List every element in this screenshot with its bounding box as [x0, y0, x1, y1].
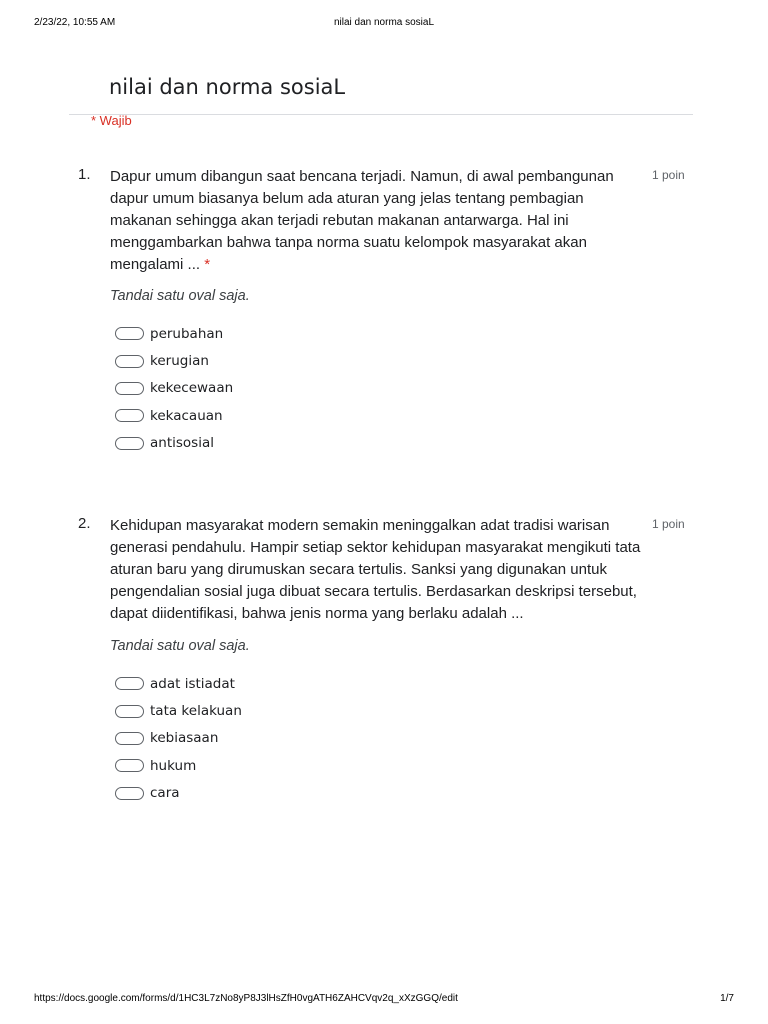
option-label: tata kelakuan — [150, 703, 242, 720]
required-asterisk: * — [204, 256, 211, 273]
option-cara[interactable] — [115, 780, 242, 807]
option-kerugian[interactable] — [115, 347, 233, 374]
option-label: antisosial — [150, 435, 214, 452]
question-instruction: Tandai satu oval saja. — [110, 288, 250, 304]
option-tata-kelakuan[interactable] — [115, 697, 242, 724]
option-label: kebiasaan — [150, 730, 219, 747]
option-label: adat istiadat — [150, 675, 235, 692]
question-text-body: Dapur umum dibangun saat bencana terjadi. Namun, di awal pembangunan dapur umum biasanya belum ada aturan yang jelas tentang pembagian makanan sehingga akan terjadi rebutan makanan antarwarga. Hal ini menggambarkan bahwa tanpa norma suatu kelompok masyarakat akan mengalami ... — [110, 168, 614, 273]
question-text-body: Kehidupan masyarakat modern semakin meninggalkan adat tradisi warisan generasi pendahulu. Hampir setiap sektor kehidupan masyarakat mengikuti tata aturan baru yang dirumuskan secara tertulis. Sanksi yang digunakan untuk pengendalian sosial juga dibuat secara tertulis. Berdasarkan deskripsi tersebut, dapat diidentifikasi, bahwa jenis norma yang berlaku adalah ... — [110, 517, 641, 622]
radio-oval[interactable] — [115, 382, 144, 395]
option-antisosial[interactable] — [115, 430, 233, 457]
radio-oval[interactable] — [115, 355, 144, 368]
question-points: 1 poin — [652, 517, 685, 531]
option-label: cara — [150, 785, 180, 802]
option-label: kerugian — [150, 353, 209, 370]
question-points: 1 poin — [652, 168, 685, 182]
option-kekacauan[interactable] — [115, 402, 233, 429]
option-list — [115, 670, 242, 807]
question-text — [110, 515, 646, 625]
question-number: 1. — [78, 166, 91, 183]
title-divider — [69, 114, 693, 115]
print-header — [0, 17, 768, 31]
radio-oval[interactable] — [115, 759, 144, 772]
option-perubahan[interactable] — [115, 320, 233, 347]
radio-oval[interactable] — [115, 327, 144, 340]
print-datetime: 2/23/22, 10:55 AM — [34, 17, 116, 28]
option-adat-istiadat[interactable] — [115, 670, 242, 697]
page-number: 1/7 — [720, 993, 734, 1004]
print-footer — [0, 993, 768, 1007]
radio-oval[interactable] — [115, 732, 144, 745]
radio-oval[interactable] — [115, 787, 144, 800]
page-url: https://docs.google.com/forms/d/1HC3L7zNo8yP8J3lHsZfH0vgATH6ZAHCVqv2q_xXzGGQ/edit — [34, 993, 458, 1004]
question-number: 2. — [78, 515, 91, 532]
radio-oval[interactable] — [115, 437, 144, 450]
question-text — [110, 166, 646, 276]
question-instruction: Tandai satu oval saja. — [110, 638, 250, 654]
option-kekecewaan[interactable] — [115, 375, 233, 402]
option-list — [115, 320, 233, 457]
radio-oval[interactable] — [115, 677, 144, 690]
option-label: perubahan — [150, 325, 224, 342]
option-kebiasaan[interactable] — [115, 725, 242, 752]
print-title: nilai dan norma sosiaL — [333, 17, 435, 28]
form-title: nilai dan norma sosiaL — [109, 75, 346, 99]
option-label: kekacauan — [150, 407, 223, 424]
option-hukum[interactable] — [115, 752, 242, 779]
option-label: kekecewaan — [150, 380, 234, 397]
radio-oval[interactable] — [115, 705, 144, 718]
option-label: hukum — [150, 757, 197, 774]
required-note: * Wajib — [91, 113, 132, 128]
radio-oval[interactable] — [115, 409, 144, 422]
